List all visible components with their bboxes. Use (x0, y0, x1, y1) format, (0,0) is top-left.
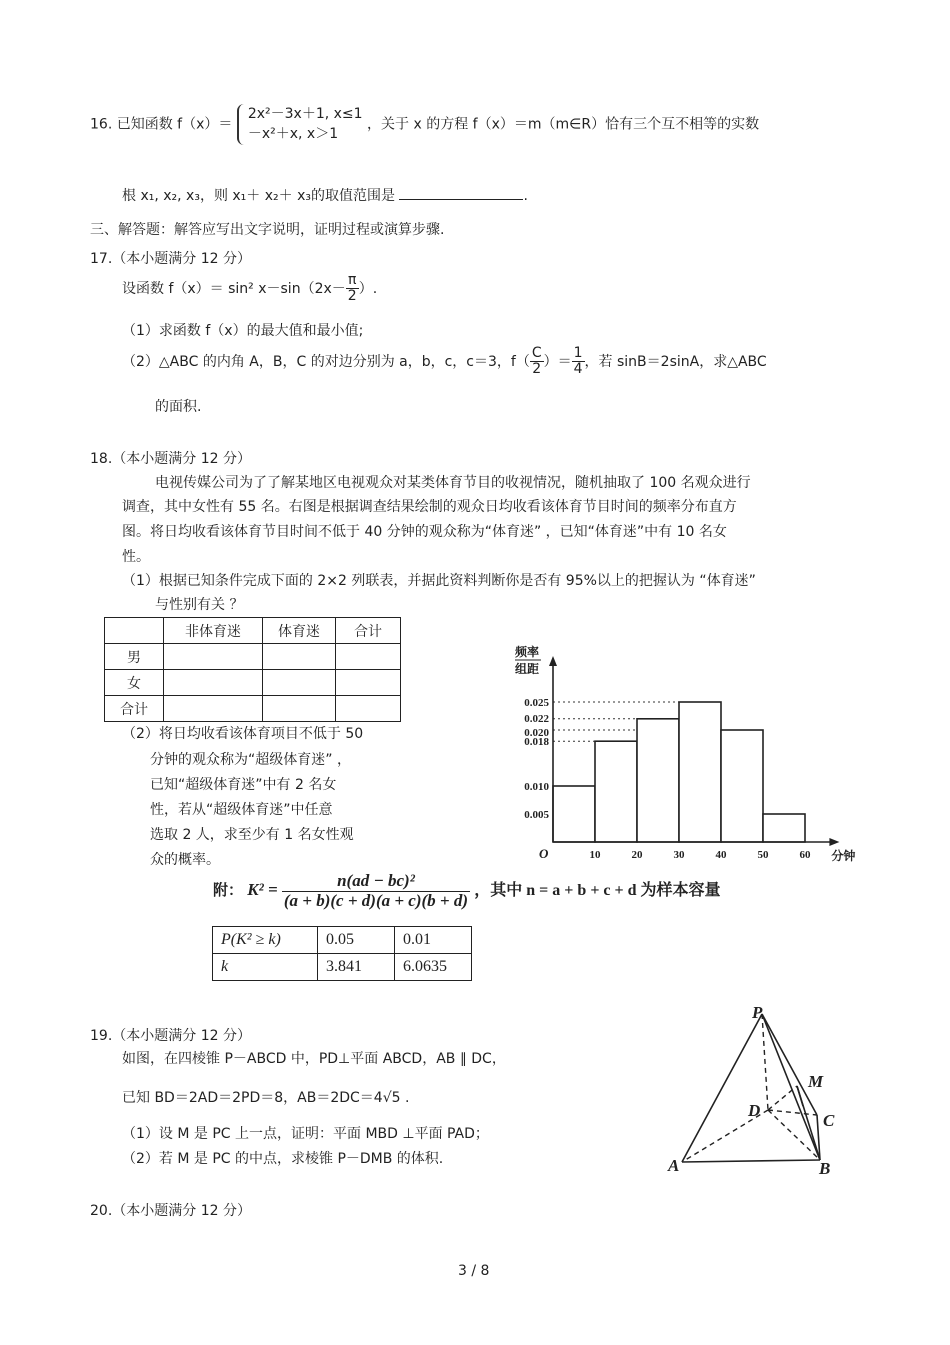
y-axis-label-bottom: 组距 (515, 662, 540, 676)
edge-DC (768, 1110, 817, 1115)
q19-line1: 如图，在四棱锥 P－ABCD 中，PD⊥平面 ABCD，AB ∥ DC， (122, 1051, 506, 1067)
q17-part1: （1）求函数 f（x）的最大值和最小值; (122, 323, 364, 339)
x-tick-label: 40 (715, 849, 727, 861)
y-tick-label: 0.010 (524, 781, 549, 793)
x-tick-label: 50 (757, 849, 769, 861)
y-tick-label: 0.022 (524, 712, 549, 725)
table-cell: k (213, 954, 318, 981)
histogram-bar (679, 702, 721, 842)
label-A: A (668, 1156, 680, 1175)
section-3-heading: 三、解答题：解答应写出文字说明，证明过程或演算步骤. (90, 222, 445, 238)
q17-def-prefix: 设函数 f（x）＝ sin² x－sin（2x－ (122, 280, 346, 297)
edge-PA (682, 1014, 762, 1162)
histogram-bar (763, 814, 805, 842)
table-cell: 6.0635 (395, 954, 472, 981)
q16-case1: 2x²－3x＋1, x≤1 (247, 106, 363, 122)
q17-p2-prefix: （2）△ABC 的内角 A，B，C 的对边分别为 a，b，c，c＝3，f（ (122, 353, 530, 370)
q17-part2-line2: 的面积. (155, 399, 202, 415)
table-row (105, 696, 401, 722)
q18-intro-1: 电视传媒公司为了了解某地区电视观众对某类体育节目的收视情况，随机抽取了 100 名观众进行 (155, 475, 751, 491)
appendix-label: 附： (213, 881, 244, 900)
q19-part1: （1）设 M 是 PC 上一点，证明：平面 MBD ⊥平面 PAD； (122, 1126, 489, 1142)
critical-value-table (212, 926, 472, 981)
histogram-bar (721, 730, 763, 842)
table-cell[interactable] (164, 670, 263, 696)
table-header-cell: 0.01 (395, 927, 472, 954)
y-tick-label: 0.020 (524, 727, 549, 739)
table-cell[interactable] (336, 670, 401, 696)
table-row-label: 男 (105, 644, 164, 670)
label-P: P (752, 1003, 763, 1022)
q16-number: 16. (90, 116, 113, 133)
label-C: C (823, 1111, 835, 1130)
quarter-denominator: 4 (573, 361, 583, 378)
q19-line2: 已知 BD＝2AD＝2PD＝8，AB＝2DC＝4√5 . (122, 1090, 410, 1106)
table-header-cell: 体育迷 (263, 618, 336, 644)
x-tick-label: 20 (631, 849, 643, 861)
quarter-numerator: 1 (573, 345, 583, 361)
q18-header: 18.（本小题满分 12 分） (90, 451, 251, 467)
table-cell: 3.841 (318, 954, 395, 981)
table-header-cell: 0.05 (318, 927, 395, 954)
table-cell[interactable] (336, 644, 401, 670)
table-row-label: 合计 (105, 696, 164, 722)
q18-intro-3: 图。将日均收看该体育节目时间不低于 40 分钟的观众称为“体育迷” ，已知“体育迷”中有 10 名女 (122, 524, 727, 540)
edge-PC (762, 1014, 817, 1115)
q17-header: 17.（本小题满分 12 分） (90, 251, 251, 267)
c-denominator: 2 (532, 361, 542, 378)
histogram-bar (553, 786, 595, 842)
table-row (105, 670, 401, 696)
q18-part2-line: 众的概率。 (150, 852, 220, 868)
x-axis-label: 分钟 (831, 849, 856, 863)
x-tick-label: 60 (799, 849, 811, 861)
table-cell[interactable] (164, 644, 263, 670)
label-B: B (819, 1159, 831, 1178)
table-row (105, 618, 401, 644)
y-tick-label: 0.025 (524, 697, 549, 709)
table-cell[interactable] (263, 644, 336, 670)
q18-intro-2: 调查，其中女性有 55 名。右图是根据调查结果绘制的观众日均收看该体育节目时间的频率分布直方 (122, 499, 737, 515)
x-axis-arrow (829, 838, 839, 846)
answer-blank (399, 187, 523, 200)
pyramid-figure (660, 1000, 850, 1185)
k2-symbol: K² = (247, 880, 278, 900)
segment-DM (768, 1086, 797, 1110)
table-row (213, 927, 472, 954)
table-cell[interactable] (263, 670, 336, 696)
table-cell[interactable] (164, 696, 263, 722)
y-tick-label: 0.018 (524, 736, 549, 749)
q16-end: . (523, 188, 528, 204)
appendix (213, 872, 721, 910)
histogram-bar (595, 741, 637, 842)
q16-line2-text: 根 x₁, x₂, x₃，则 x₁＋ x₂＋ x₃的取值范围是 (122, 188, 395, 204)
q17-p2-suffix: ，若 sinB＝2sinA，求△ABC (584, 353, 767, 370)
q18-part2-line: 分钟的观众称为“超级体育迷” ， (150, 752, 351, 768)
pi-numerator: π (346, 273, 359, 289)
q19-part2: （2）若 M 是 PC 的中点，求棱锥 P－DMB 的体积. (122, 1151, 444, 1167)
table-cell[interactable] (263, 696, 336, 722)
table-row (213, 954, 472, 981)
k2-fraction (282, 872, 470, 910)
k2-numerator: n(ad − bc)² (282, 872, 470, 892)
k2-denominator: (a + b)(c + d)(a + c)(b + d) (283, 890, 469, 910)
q16-line2 (122, 185, 528, 205)
q17-p2-mid: ）＝ (543, 353, 572, 370)
table-row-label: 女 (105, 670, 164, 696)
q18-part2-line: 选取 2 人，求至少有 1 名女性观 (150, 827, 354, 843)
appendix-note: ，其中 n = a + b + c + d 为样本容量 (474, 882, 721, 900)
label-M: M (808, 1072, 824, 1091)
table-cell[interactable] (336, 696, 401, 722)
x-tick-label: 10 (589, 849, 601, 861)
table-header-cell (105, 618, 164, 644)
q17-definition (122, 273, 377, 305)
x-tick-label: 30 (673, 849, 685, 861)
q18-intro-4: 性。 (122, 549, 150, 565)
q17-def-suffix: ）. (358, 280, 378, 297)
c-numerator: C (531, 345, 542, 361)
q16-case2: －x²＋x, x＞1 (247, 126, 339, 143)
origin-label: O (539, 846, 549, 861)
y-axis-label-top: 频率 (515, 645, 540, 659)
q19-header: 19.（本小题满分 12 分） (90, 1028, 251, 1044)
q18-part2-line: （2）将日均收看该体育项目不低于 50 (122, 726, 364, 742)
y-axis-arrow (549, 656, 557, 666)
q18-part2-line: 性，若从“超级体育迷”中任意 (150, 802, 333, 818)
table-header-cell: 非体育迷 (164, 618, 263, 644)
y-tick-label: 0.005 (524, 809, 549, 821)
q16-suffix: ，关于 x 的方程 f（x）＝m（m∈R）恰有三个互不相等的实数 (367, 116, 760, 133)
q20-header: 20.（本小题满分 12 分） (90, 1203, 251, 1219)
edge-AB (682, 1160, 820, 1162)
q17-part2 (122, 346, 767, 378)
q18-part1: （1）根据已知条件完成下面的 2×2 列联表，并据此资料判断你是否有 95%以上的把握认为 “体育迷” (122, 573, 756, 589)
q16-prefix: 已知函数 f（x）＝ (116, 116, 233, 133)
contingency-table (104, 617, 401, 722)
table-header-cell: 合计 (336, 618, 401, 644)
table-header-cell: P(K² ≥ k) (213, 927, 318, 954)
histogram-bar (637, 719, 679, 842)
table-row (105, 644, 401, 670)
page-number: 3 / 8 (458, 1263, 490, 1279)
q16 (90, 104, 759, 145)
q16-piecewise (237, 104, 363, 145)
pi-denominator: 2 (347, 288, 357, 305)
q18-part2-line: 已知“超级体育迷”中有 2 名女 (150, 777, 337, 793)
label-D: D (748, 1101, 761, 1120)
frequency-histogram (505, 640, 865, 870)
q18-part1-line2: 与性别有关 ？ (155, 597, 244, 613)
